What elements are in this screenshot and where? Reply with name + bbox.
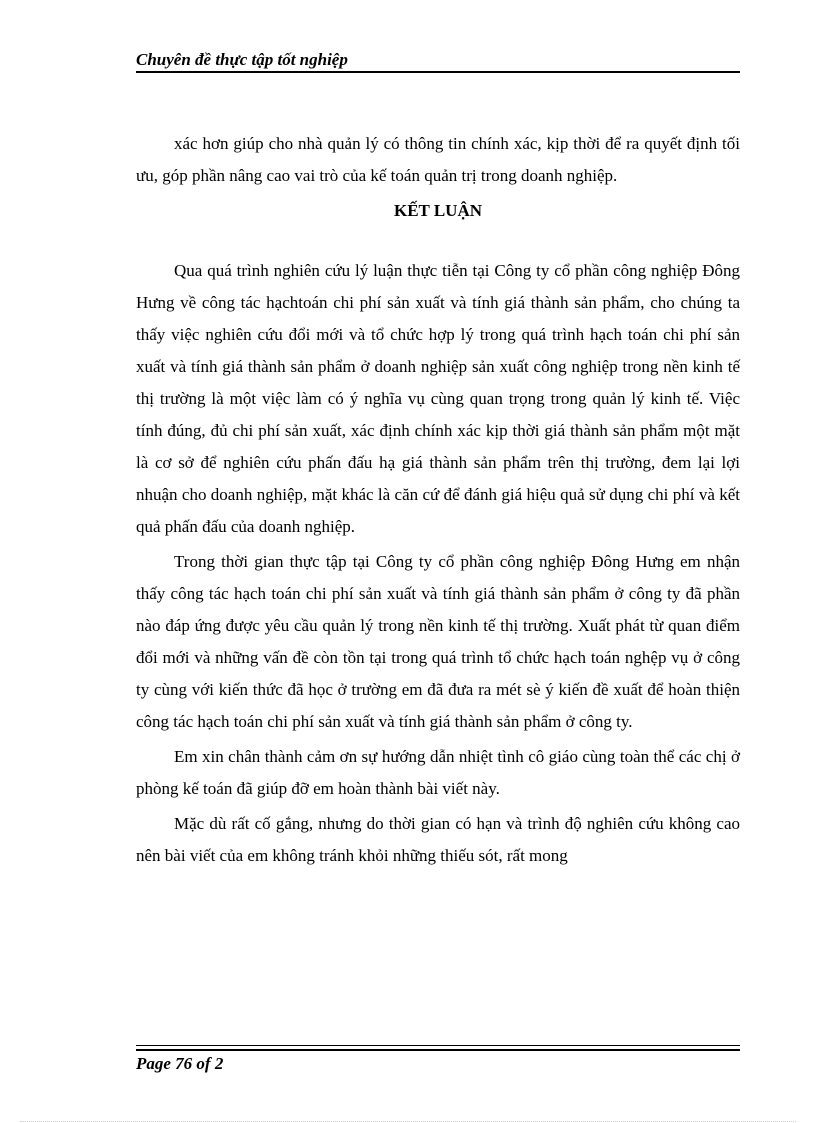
intro-paragraph: xác hơn giúp cho nhà quản lý có thông tin chính xác, kịp thời để ra quyết định tối ưu, góp phần nâng cao vai trò của kế toán quản trị trong doanh nghiệp. [136,134,740,185]
page-bottom-border [20,1121,796,1122]
page-number-label: Page 76 of 2 [136,1054,224,1073]
paragraph-1: Qua quá trình nghiên cứu lý luận thực tiễn tại Công ty cổ phần công nghiệp Đông Hưng về công tác hạchtoán chi phí sản xuất và tính giá thành sản phẩm, cho chúng ta thấy việc nghiên cứu đổi mới và tổ chức hợp lý trong quá trình hạch toán chi phí sản xuất và tính giá thành sản phẩm ở doanh nghiệp sản xuất công nghiệp trong nền kinh tế thị trường là một việc làm có ý nghĩa vụ cùng quan trọng trong quản lý kinh tế. Việc tính đúng, đủ chi phí sản xuất, xác định chính xác kịp thời giá thành sản phẩm một mặt là cơ sở để nghiên cứu phấn đấu hạ giá thành sản phẩm trên thị trường, đem lại lợi nhuận cho doanh nghiệp, mặt khác là căn cứ để đánh giá hiệu quả sử dụng chi phí và kết quả phấn đấu của doanh nghiệp. [136,261,740,536]
paragraph-2: Trong thời gian thực tập tại Công ty cổ phần công nghiệp Đông Hưng em nhận thấy công tác hạch toán chi phí sản xuất và tính giá thành sản phẩm ở công ty đã phần nào đáp ứng được yêu cầu quản lý trong nền kinh tế thị trường. Xuất phát từ quan điểm đổi mới và những vấn đề còn tồn tại trong quá trình tổ chức hạch toán nghệp vụ ở công ty cùng với kiến thức đã học ở trường em đã đưa ra mét sè ý kiến đề xuất để hoàn thiện công tác hạch toán chi phí sản xuất và tính giá thành sản phẩm ở công ty. [136,552,740,731]
paragraph-4: Mặc dù rất cố gắng, nhưng do thời gian có hạn và trình độ nghiên cứu không cao nên bài viết của em không tránh khỏi những thiếu sót, rất mong [136,814,740,865]
page-header-title: Chuyên đề thực tập tốt nghiệp [136,50,348,69]
header-divider [136,71,740,73]
document-body [136,128,740,875]
footer-divider [136,1045,740,1051]
section-heading: KẾT LUẬN [393,201,482,220]
paragraph-3: Em xin chân thành cảm ơn sự hướng dẫn nhiệt tình cô giáo cùng toàn thể các chị ở phòng kế toán đã giúp đỡ em hoàn thành bài viết này. [136,747,740,798]
